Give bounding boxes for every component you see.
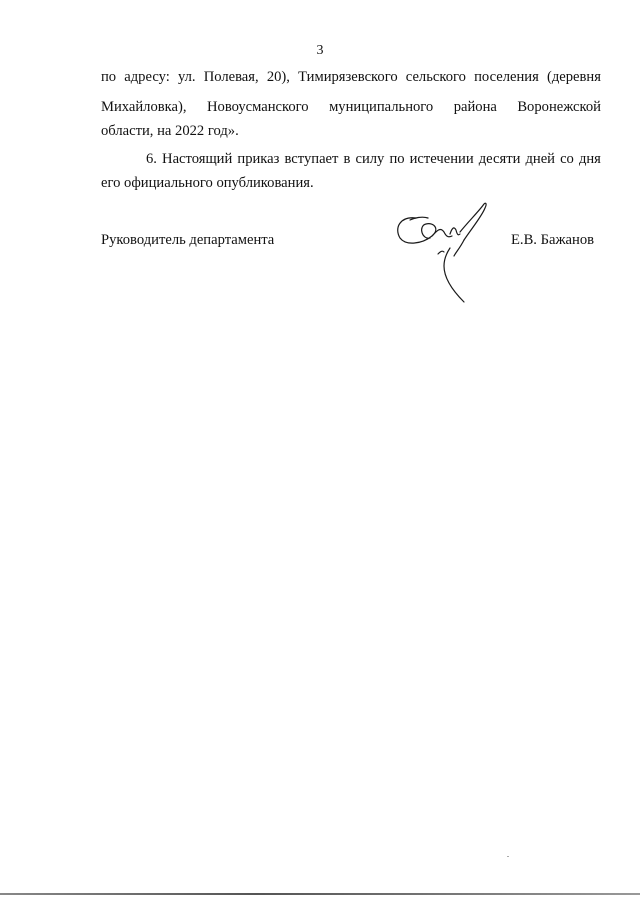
word: Воронежской [517,99,601,115]
word: района [453,99,497,115]
word: приказ [237,151,280,167]
word: истечении [409,151,474,167]
word: дня [578,151,601,167]
signatory-role: Руководитель департамента [101,232,275,248]
word: 6. [146,151,157,167]
word: по [389,151,405,167]
paragraph1-line2 [101,97,601,117]
word: силу [355,151,385,167]
word: дней [525,151,555,167]
word: адресу: [124,69,170,85]
word: Тимирязевского [298,69,398,85]
handwritten-signature [388,196,498,308]
scan-artifact [507,856,509,857]
paragraph1-line3: области, на 2022 год». [101,123,239,139]
word: Полевая, [203,69,259,85]
paragraph2-line1 [146,149,601,169]
word: 20), [266,69,290,85]
scan-edge-line [0,893,640,895]
word: в [343,151,351,167]
word: сельского [405,69,466,85]
paragraph1-line1 [101,67,601,87]
word: Настоящий [162,151,233,167]
word: вступает [284,151,339,167]
paragraph2-line2: его официального опубликования. [101,175,314,191]
signatory-name: Е.В. Бажанов [511,232,595,248]
word: ул. [177,69,196,85]
word: поселения [474,69,539,85]
word: десяти [478,151,521,167]
word: (деревня [546,69,601,85]
word: Новоусманского [206,99,309,115]
word: муниципального [329,99,434,115]
word: по [101,69,117,85]
word: со [560,151,574,167]
page-number: 3 [316,43,324,58]
word: Михайловка), [101,99,187,115]
